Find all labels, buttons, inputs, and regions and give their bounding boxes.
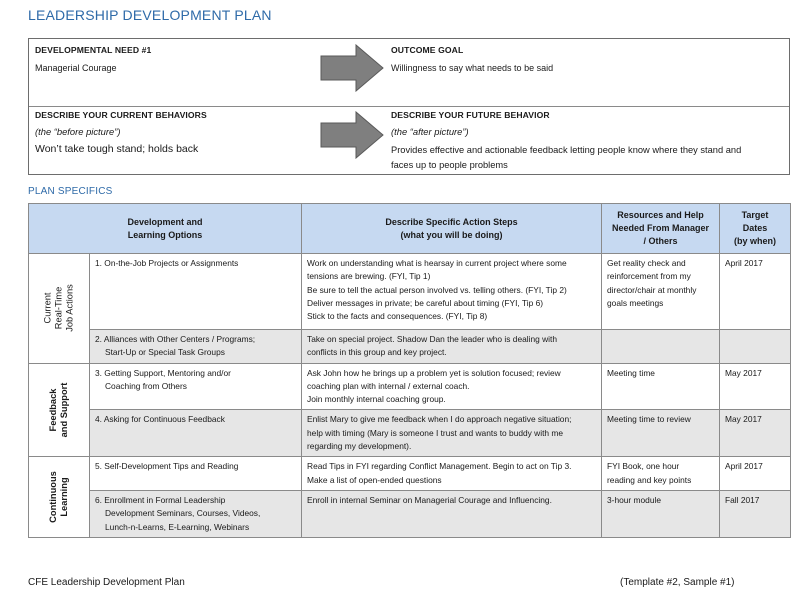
option-cell: 3. Getting Support, Mentoring and/or Coaching from Others	[90, 363, 302, 410]
date-cell: May 2017	[720, 410, 791, 457]
needs-box	[28, 38, 790, 175]
plan-table	[28, 203, 791, 538]
footer-right: (Template #2, Sample #1)	[620, 577, 735, 588]
table-row	[29, 363, 791, 410]
group-feedback-support: Feedback and Support	[29, 363, 90, 457]
future-behavior-sublabel: (the “after picture”)	[391, 126, 469, 137]
header-options: Development and Learning Options	[29, 204, 302, 254]
date-cell: April 2017	[720, 254, 791, 330]
current-behaviors-label: DESCRIBE YOUR CURRENT BEHAVIORS	[35, 110, 207, 120]
option-cell: 6. Enrollment in Formal Leadership Development Seminars, Courses, Videos, Lunch-n-Learns, E-Learning, Webinars	[90, 490, 302, 537]
future-behavior-line: Provides effective and actionable feedback letting people know where they stand and	[391, 145, 742, 155]
resources-cell	[602, 330, 720, 364]
date-cell: Fall 2017	[720, 490, 791, 537]
table-row	[29, 457, 791, 491]
needs-divider	[29, 106, 789, 107]
option-cell: 4. Asking for Continuous Feedback	[90, 410, 302, 457]
resources-cell: FYI Book, one hour reading and key points	[602, 457, 720, 491]
date-cell: May 2017	[720, 363, 791, 410]
future-behavior	[391, 110, 786, 173]
table-row	[29, 330, 791, 364]
option-cell: 1. On-the-Job Projects or Assignments	[90, 254, 302, 330]
footer-left: CFE Leadership Development Plan	[28, 577, 185, 588]
option-cell: 5. Self-Development Tips and Reading	[90, 457, 302, 491]
date-cell	[720, 330, 791, 364]
table-row	[29, 410, 791, 457]
header-actions: Describe Specific Action Steps (what you will be doing)	[302, 204, 602, 254]
table-row	[29, 254, 791, 330]
future-behavior-line: faces up to people problems	[391, 160, 508, 170]
current-behaviors-sublabel: (the “before picture”)	[35, 126, 121, 137]
group-current-job-actions: Current Real-Time Job Actions	[29, 254, 90, 364]
current-behaviors-value: Won’t take tough stand; holds back	[35, 143, 199, 155]
header-resources: Resources and Help Needed From Manager / Others	[602, 204, 720, 254]
developmental-need-value: Managerial Courage	[35, 63, 117, 73]
actions-cell: Enroll in internal Seminar on Managerial Courage and Influencing.	[302, 490, 602, 537]
plan-specifics-heading: PLAN SPECIFICS	[28, 186, 113, 197]
header-dates: Target Dates (by when)	[720, 204, 791, 254]
actions-cell: Work on understanding what is hearsay in current project where some tensions are brewing. (FYI, Tip 1) Be sure to tell the actual person involved vs. telling others. (FYI, Tip 2) Deliver messages in private; be careful about timing (FYI, Tip 6) Stick to the facts and consequences. (FYI, Tip 8)	[302, 254, 602, 330]
document-title: LEADERSHIP DEVELOPMENT PLAN	[28, 7, 272, 23]
actions-cell: Read Tips in FYI regarding Conflict Management. Begin to act on Tip 3. Make a list of open-ended questions	[302, 457, 602, 491]
actions-cell: Take on special project. Shadow Dan the leader who is dealing with conflicts in this group and key project.	[302, 330, 602, 364]
table-row	[29, 490, 791, 537]
option-cell: 2. Alliances with Other Centers / Programs; Start-Up or Special Task Groups	[90, 330, 302, 364]
outcome-goal	[391, 45, 553, 76]
resources-cell: 3-hour module	[602, 490, 720, 537]
future-behavior-value	[391, 143, 786, 173]
group-continuous-learning: Continuous Learning	[29, 457, 90, 537]
resources-cell: Meeting time to review	[602, 410, 720, 457]
future-behavior-label: DESCRIBE YOUR FUTURE BEHAVIOR	[391, 110, 550, 120]
right-arrow-icon	[320, 111, 384, 159]
outcome-goal-label: OUTCOME GOAL	[391, 45, 464, 55]
actions-cell: Ask John how he brings up a problem yet is solution focused; review coaching plan with internal / external coach. Join monthly internal coaching group.	[302, 363, 602, 410]
resources-cell: Get reality check and reinforcement from my director/chair at monthly goals meetings	[602, 254, 720, 330]
resources-cell: Meeting time	[602, 363, 720, 410]
developmental-need-label: DEVELOPMENTAL NEED #1	[35, 45, 152, 55]
date-cell: April 2017	[720, 457, 791, 491]
current-behaviors	[35, 110, 207, 155]
table-header-row	[29, 204, 791, 254]
actions-cell: Enlist Mary to give me feedback when I do approach negative situation; help with timing (Mary is someone I trust and wants to buddy with me regarding my development).	[302, 410, 602, 457]
developmental-need	[35, 45, 151, 76]
right-arrow-icon	[320, 44, 384, 92]
outcome-goal-value: Willingness to say what needs to be said	[391, 63, 554, 73]
